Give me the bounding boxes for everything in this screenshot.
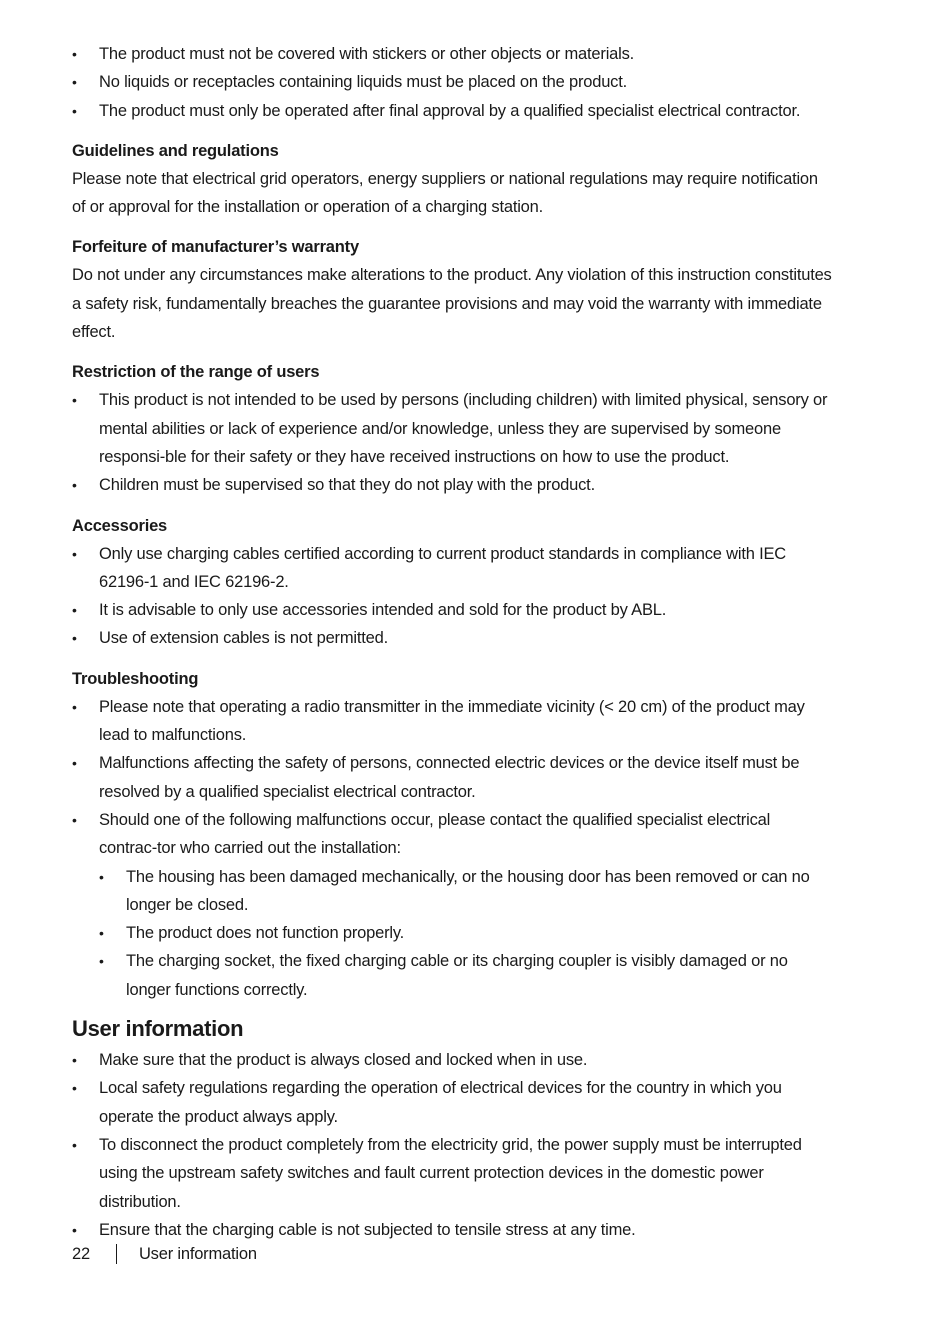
list-item: • Children must be supervised so that they do not play with the product. [72,471,832,499]
list-item: • It is advisable to only use accessories intended and sold for the product by ABL. [72,596,832,624]
list-item: • Make sure that the product is always closed and locked when in use. [72,1046,832,1074]
page-content [72,40,832,1244]
list-item: • This product is not intended to be used by persons (including children) with limited physical, sensory or mental abilities or lack of experience and/or knowledge, unless they are supervised by someone responsi-ble for their safety or they have received instructions on how to use the product. [72,386,832,471]
footer-divider [116,1244,117,1264]
sub-list-item: • The housing has been damaged mechanically, or the housing door has been removed or can no longer be closed. [99,863,832,920]
list-item: • No liquids or receptacles containing liquids must be placed on the product. [72,68,832,96]
user-information-bullet-list [72,1046,832,1244]
list-item: • Please note that operating a radio transmitter in the immediate vicinity (< 20 cm) of the product may lead to malfunctions. [72,693,832,750]
list-item [72,806,832,1004]
restriction-bullet-list [72,386,832,499]
list-item: • The product must only be operated after final approval by a qualified specialist electrical contractor. [72,97,832,125]
accessories-bullet-list [72,540,832,653]
guidelines-heading: Guidelines and regulations [72,141,279,160]
warranty-text: Do not under any circumstances make alterations to the product. Any violation of this instruction constitutes a safety risk, fundamentally breaches the guarantee provisions and may void the warranty with immediate effect. [72,266,832,342]
intro-bullet-list [72,40,832,125]
list-item: • The product must not be covered with stickers or other objects or materials. [72,40,832,68]
warranty-heading: Forfeiture of manufacturer’s warranty [72,238,359,257]
list-item: • Malfunctions affecting the safety of persons, connected electric devices or the device itself must be resolved by a qualified specialist electrical contractor. [72,749,832,806]
footer-section-title: User information [138,1245,257,1263]
sub-list-item: • The product does not function properly. [99,919,832,947]
troubleshooting-sub-bullet-list [99,863,832,1004]
accessories-heading: Accessories [72,516,168,535]
list-item: • Ensure that the charging cable is not subjected to tensile stress at any time. [72,1216,832,1244]
sub-list-item: • The charging socket, the fixed charging cable or its charging coupler is visibly damaged or no longer functions correctly. [99,947,832,1004]
user-information-heading: User information [72,1016,244,1042]
list-item: • Local safety regulations regarding the operation of electrical devices for the country in which you operate the product always apply. [72,1074,832,1131]
list-item: • Only use charging cables certified according to current product standards in compliance with IEC 62196-1 and IEC 62196-2. [72,540,832,597]
list-item: • Use of extension cables is not permitted. [72,624,832,652]
list-item: • To disconnect the product completely from the electricity grid, the power supply must be interrupted using the upstream safety switches and fault current protection devices in the domestic power distribution. [72,1131,832,1216]
troubleshooting-bullet-list [72,693,832,1004]
troubleshooting-heading: Troubleshooting [72,669,199,688]
page-number: 22 [72,1245,90,1263]
restriction-heading: Restriction of the range of users [72,363,320,382]
page-footer [72,1240,257,1268]
list-item-text: Should one of the following malfunctions occur, please contact the qualified specialist electrical contrac-tor who carried out the installation: [99,810,771,858]
guidelines-text: Please note that electrical grid operators, energy suppliers or national regulations may require notification of or approval for the installation or operation of a charging station. [72,169,818,217]
